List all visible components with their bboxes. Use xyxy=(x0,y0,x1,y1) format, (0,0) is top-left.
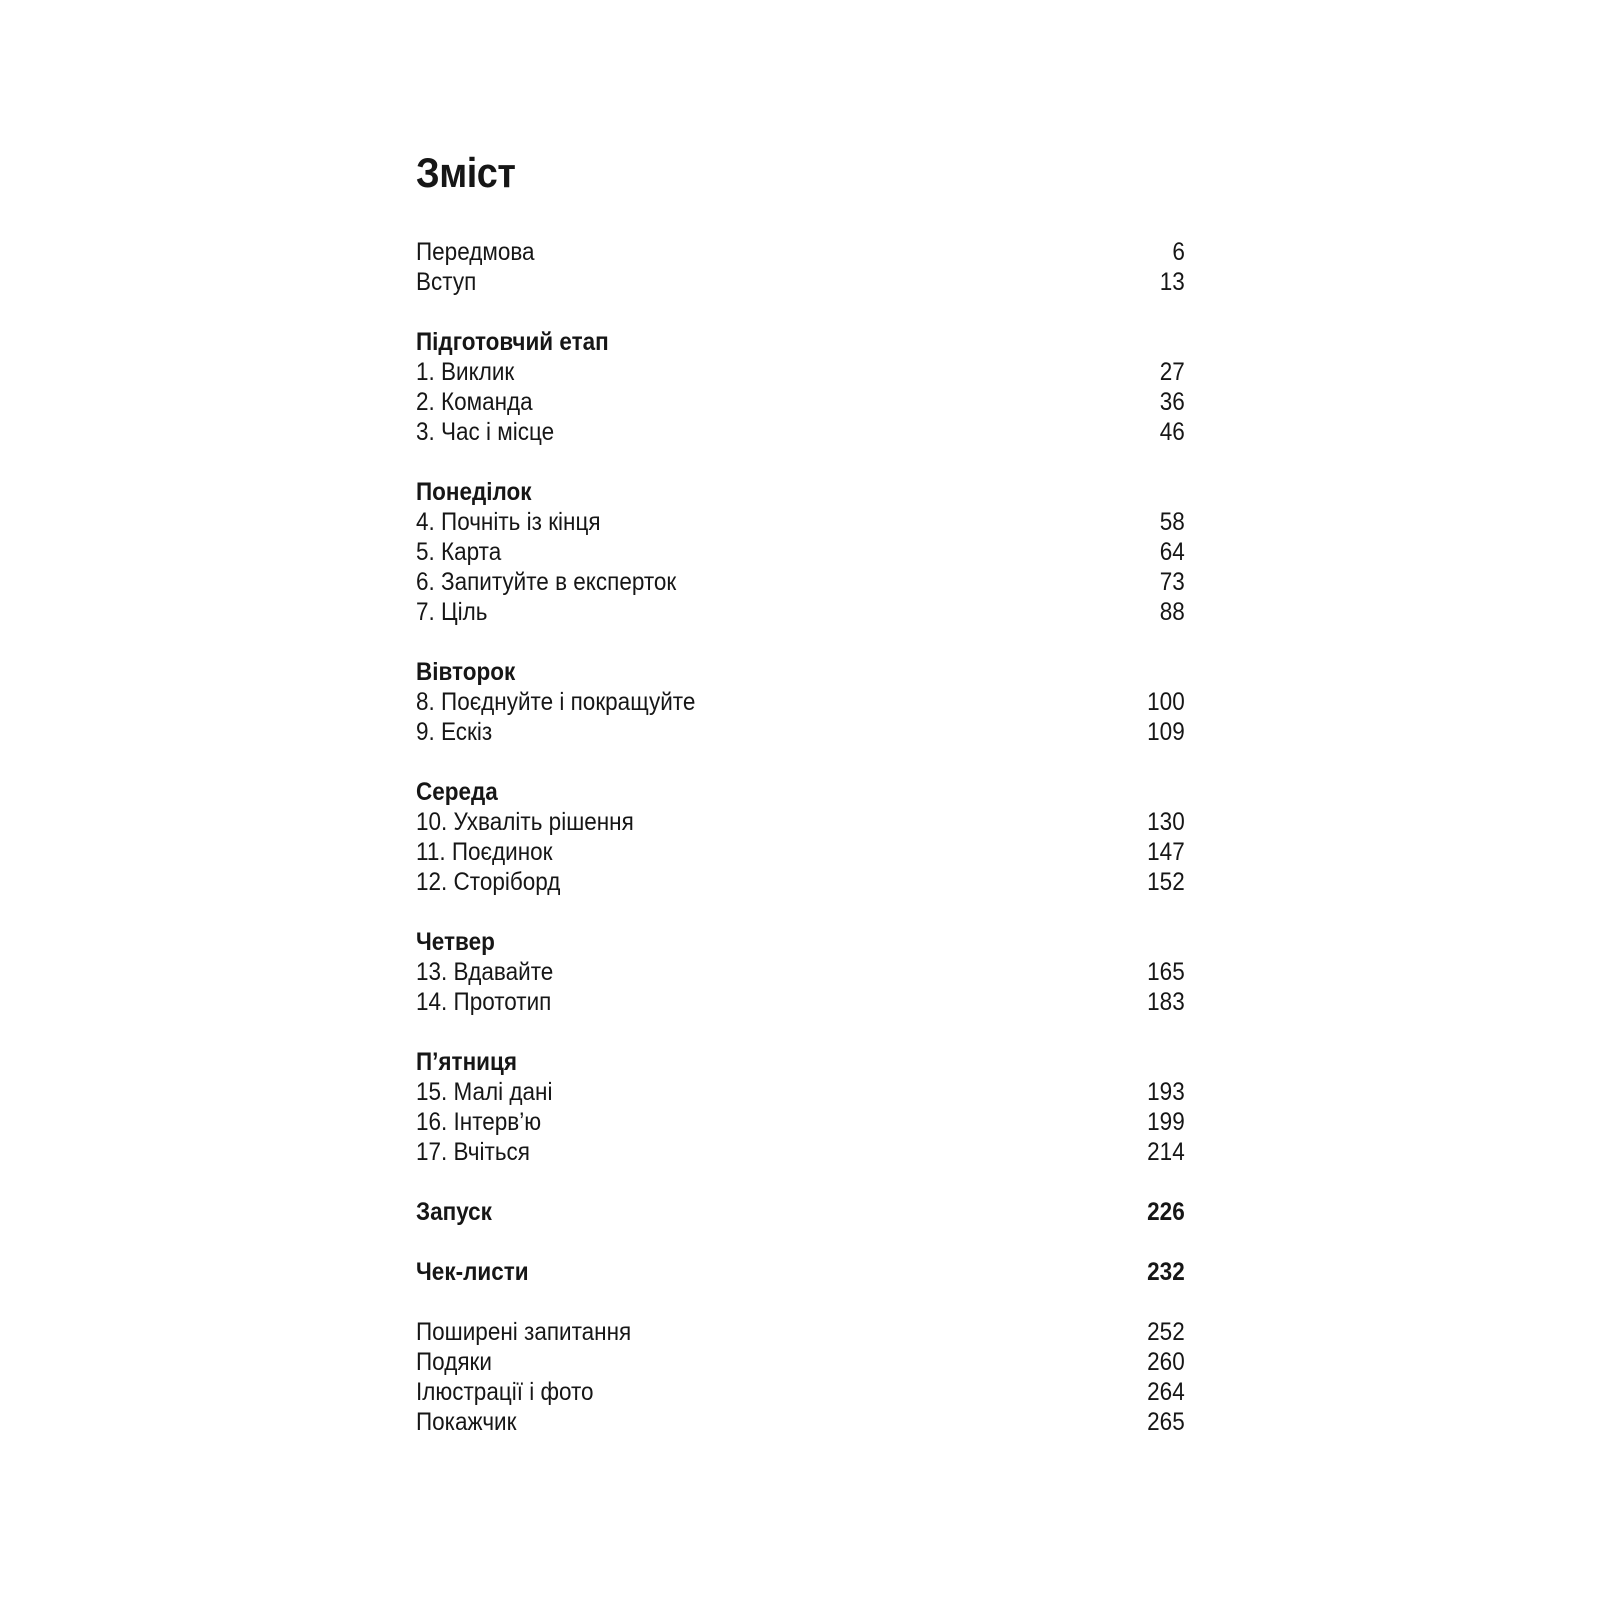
toc-row xyxy=(416,567,1185,597)
toc-entry-page: 6 xyxy=(1172,238,1185,266)
toc-row xyxy=(416,597,1185,627)
toc-section-heading-row xyxy=(416,327,1185,357)
toc-entry-page: 109 xyxy=(1147,718,1185,746)
toc-section-heading-row xyxy=(416,777,1185,807)
toc-row xyxy=(416,357,1185,387)
toc-entry-label: 8. Поєднуйте і покращуйте xyxy=(416,688,696,716)
toc-entry-label: Вівторок xyxy=(416,658,516,686)
toc-row xyxy=(416,717,1185,747)
toc-row xyxy=(416,1317,1185,1347)
toc-entry-label: Подяки xyxy=(416,1348,492,1376)
toc-entry-label: 9. Ескіз xyxy=(416,718,493,746)
toc-entry-page: 165 xyxy=(1147,958,1185,986)
toc-entry-page: 58 xyxy=(1159,508,1185,536)
toc-entry-label: Середа xyxy=(416,778,498,806)
toc-entry-label: 17. Вчіться xyxy=(416,1138,530,1166)
toc-row xyxy=(416,537,1185,567)
toc-section-heading-row xyxy=(416,1197,1185,1227)
toc-entry-page: 193 xyxy=(1147,1078,1185,1106)
toc-entry-label: 13. Вдавайте xyxy=(416,958,554,986)
toc-section-heading-row xyxy=(416,657,1185,687)
toc-entry-page: 147 xyxy=(1147,838,1185,866)
toc-entry-label: 15. Малі дані xyxy=(416,1078,553,1106)
toc-row xyxy=(416,237,1185,267)
toc-row xyxy=(416,867,1185,897)
toc-entry-label: Запуск xyxy=(416,1198,492,1226)
toc-row xyxy=(416,687,1185,717)
toc-entry-label: Ілюстрації і фото xyxy=(416,1378,594,1406)
toc-entry-label: Понеділок xyxy=(416,478,532,506)
toc-entry-label: Передмова xyxy=(416,238,535,266)
toc-entry-label: 7. Ціль xyxy=(416,598,488,626)
toc-entry-page: 199 xyxy=(1147,1108,1185,1136)
toc-row xyxy=(416,1077,1185,1107)
toc-entry-page: 265 xyxy=(1147,1408,1185,1436)
toc-row xyxy=(416,267,1185,297)
toc-entry-page: 27 xyxy=(1159,358,1185,386)
toc-entry-label: 16. Інтерв’ю xyxy=(416,1108,542,1136)
toc-entry-page: 36 xyxy=(1159,388,1185,416)
toc-entry-label: Чек-листи xyxy=(416,1258,529,1286)
toc-section-heading-row xyxy=(416,1047,1185,1077)
toc-list xyxy=(416,237,1185,1437)
toc-row xyxy=(416,1107,1185,1137)
toc-entry-page: 226 xyxy=(1147,1198,1185,1226)
toc-section-heading-row xyxy=(416,477,1185,507)
toc-entry-page: 100 xyxy=(1147,688,1185,716)
toc-entry-page: 232 xyxy=(1147,1258,1185,1286)
toc-row xyxy=(416,837,1185,867)
toc-entry-label: 5. Карта xyxy=(416,538,502,566)
toc-section-heading-row xyxy=(416,1257,1185,1287)
toc-row xyxy=(416,507,1185,537)
toc-content xyxy=(416,151,1185,1437)
toc-entry-page: 46 xyxy=(1159,418,1185,446)
toc-entry-page: 13 xyxy=(1159,268,1185,296)
toc-entry-label: П’ятниця xyxy=(416,1048,517,1076)
toc-entry-label: 11. Поєдинок xyxy=(416,838,553,866)
toc-entry-page: 252 xyxy=(1147,1318,1185,1346)
toc-entry-label: Покажчик xyxy=(416,1408,517,1436)
toc-entry-label: 12. Сторіборд xyxy=(416,868,561,896)
toc-entry-label: Підготовчий етап xyxy=(416,328,609,356)
toc-entry-label: 4. Почніть із кінця xyxy=(416,508,601,536)
toc-row xyxy=(416,1137,1185,1167)
toc-entry-page: 183 xyxy=(1147,988,1185,1016)
toc-entry-page: 88 xyxy=(1159,598,1185,626)
toc-entry-page: 73 xyxy=(1159,568,1185,596)
toc-entry-page: 130 xyxy=(1147,808,1185,836)
toc-entry-label: 10. Ухваліть рішення xyxy=(416,808,634,836)
toc-row xyxy=(416,987,1185,1017)
toc-entry-label: 3. Час і місце xyxy=(416,418,555,446)
toc-entry-label: 14. Прототип xyxy=(416,988,552,1016)
page-title-text: Зміст xyxy=(416,149,516,196)
toc-row xyxy=(416,1347,1185,1377)
toc-row xyxy=(416,957,1185,987)
toc-row xyxy=(416,417,1185,447)
toc-row xyxy=(416,1377,1185,1407)
page-title xyxy=(416,151,1185,195)
toc-entry-label: 2. Команда xyxy=(416,388,533,416)
toc-entry-page: 260 xyxy=(1147,1348,1185,1376)
toc-entry-label: 1. Виклик xyxy=(416,358,515,386)
toc-entry-page: 152 xyxy=(1147,868,1185,896)
toc-entry-label: Вступ xyxy=(416,268,477,296)
toc-row xyxy=(416,807,1185,837)
toc-entry-page: 214 xyxy=(1147,1138,1185,1166)
toc-entry-page: 264 xyxy=(1147,1378,1185,1406)
toc-row xyxy=(416,1407,1185,1437)
toc-entry-label: Четвер xyxy=(416,928,495,956)
toc-section-heading-row xyxy=(416,927,1185,957)
toc-entry-label: Поширені запитання xyxy=(416,1318,632,1346)
toc-entry-page: 64 xyxy=(1159,538,1185,566)
toc-row xyxy=(416,387,1185,417)
toc-entry-label: 6. Запитуйте в експерток xyxy=(416,568,677,596)
